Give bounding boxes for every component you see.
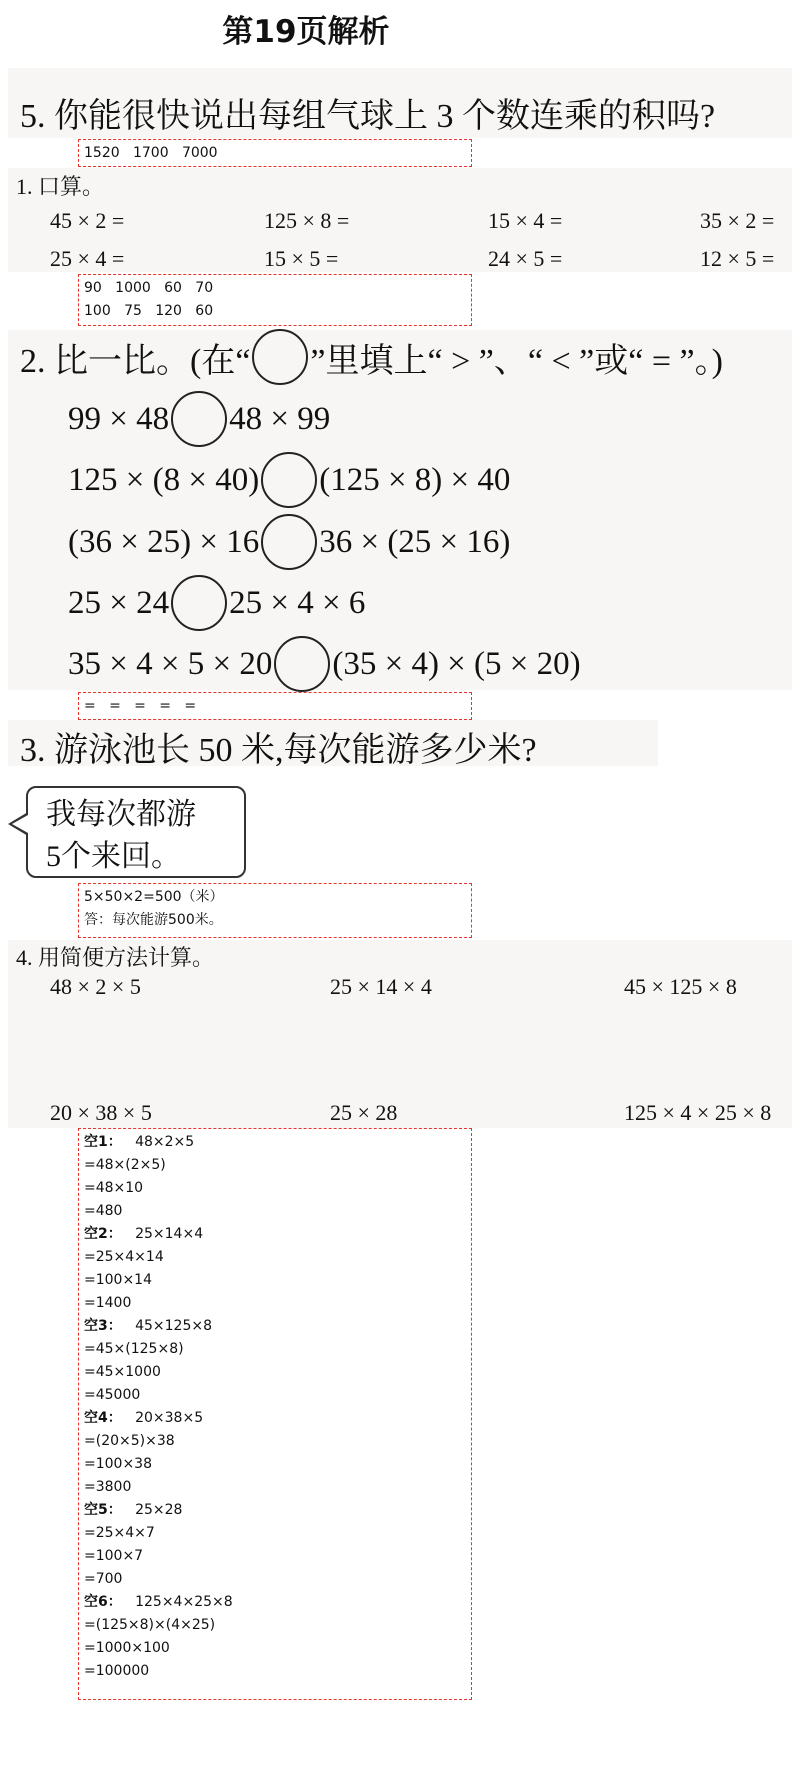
q1-r1-c2: 125 × 8 = [264, 208, 350, 233]
solution-label: 空2： [84, 1226, 122, 1242]
q2-right: 36 × (25 × 16) [319, 523, 511, 560]
answer-circle [261, 514, 317, 570]
q2-left: 99 × 48 [68, 400, 170, 437]
solution-label: 空1： [84, 1134, 122, 1150]
q2-left: 25 × 24 [68, 584, 170, 621]
q4-r1-c2: 25 × 14 × 4 [330, 974, 432, 999]
answer-circle [171, 575, 227, 631]
q2-item [68, 636, 581, 692]
solution-step: =45000 [84, 1387, 141, 1403]
solution-step: =100×38 [84, 1456, 152, 1472]
q2-left: (36 × 25) × 16 [68, 523, 260, 560]
solution-block [84, 1223, 466, 1315]
q3-answer-line: 答：每次能游500米。 [84, 912, 223, 928]
q2-left: 125 × (8 × 40) [68, 461, 260, 498]
solution-expr: 25×14×4 [135, 1226, 204, 1242]
solution-expr: 25×28 [135, 1502, 183, 1518]
q2-right: (35 × 4) × (5 × 20) [332, 645, 581, 682]
q1-r2-c3: 24 × 5 = [488, 246, 563, 271]
solution-step: =45×(125×8) [84, 1341, 184, 1357]
q2-item [68, 452, 510, 508]
solution-label: 空4： [84, 1410, 122, 1426]
bubble-line: 我每次都游 [46, 798, 196, 831]
q1-scan [8, 168, 792, 272]
solution-expr: 125×4×25×8 [135, 1594, 233, 1610]
solution-step: =1400 [84, 1295, 132, 1311]
q1-answer-box [78, 274, 472, 326]
solution-step: =700 [84, 1571, 123, 1587]
q5-question: 5. 你能很快说出每组气球上 3 个数连乘的积吗? [20, 98, 716, 135]
solution-step: =100000 [84, 1663, 150, 1679]
answer-circle [261, 452, 317, 508]
q1-r2-c4: 12 × 5 = [700, 246, 775, 271]
bubble-line: 5个来回。 [46, 840, 181, 873]
solution-step: =48×10 [84, 1180, 144, 1196]
q4-r2-c1: 20 × 38 × 5 [50, 1100, 152, 1125]
bubble-tail-inner [12, 815, 28, 833]
q2-heading [20, 330, 723, 384]
solution-step: =100×7 [84, 1548, 144, 1564]
solution-expr: 48×2×5 [135, 1134, 195, 1150]
q1-r2-c2: 15 × 5 = [264, 246, 339, 271]
solution-block [84, 1407, 466, 1499]
q5-answer: 1520 1700 7000 [84, 145, 218, 161]
q2-right: 48 × 99 [229, 400, 331, 437]
q2-item [68, 391, 330, 447]
speech-bubble [26, 786, 246, 878]
q1-r1-c3: 15 × 4 = [488, 208, 563, 233]
q3-answer-box [78, 883, 472, 938]
q1-r2-c1: 25 × 4 = [50, 246, 125, 271]
page-title: 第19页解析 [222, 14, 390, 50]
solution-block [84, 1591, 466, 1683]
answer-circle [171, 391, 227, 447]
solution-step: =1000×100 [84, 1640, 170, 1656]
q4-label: 4. 用简便方法计算。 [16, 945, 215, 970]
q1-r1-c4: 35 × 2 = [700, 208, 775, 233]
solution-step: =45×1000 [84, 1364, 161, 1380]
q1-label: 1. 口算。 [16, 174, 105, 199]
solution-expr: 45×125×8 [135, 1318, 213, 1334]
solution-step: =3800 [84, 1479, 132, 1495]
q4-r1-c3: 45 × 125 × 8 [624, 974, 737, 999]
q1-answer-line: 90 1000 60 70 [84, 280, 214, 296]
q2-heading-end: ”里填上“ > ”、“ < ”或“ = ”。) [310, 342, 723, 380]
solution-block [84, 1131, 466, 1223]
solution-step: =480 [84, 1203, 123, 1219]
solution-step: =100×14 [84, 1272, 152, 1288]
q2-answer: = = = = = [84, 698, 197, 714]
solution-step: =(20×5)×38 [84, 1433, 175, 1449]
q2-left: 35 × 4 × 5 × 20 [68, 645, 273, 682]
q4-r2-c3: 125 × 4 × 25 × 8 [624, 1100, 772, 1125]
solution-block [84, 1315, 466, 1407]
q3-answer-line: 5×50×2=500（米） [84, 889, 224, 905]
solution-label: 空6： [84, 1594, 122, 1610]
q4-r1-c1: 48 × 2 × 5 [50, 974, 141, 999]
q5-answer-box [78, 139, 472, 167]
q4-solutions-box [78, 1128, 472, 1700]
q2-answer-box [78, 692, 472, 720]
solution-label: 空5： [84, 1502, 122, 1518]
answer-circle [274, 636, 330, 692]
q2-item [68, 514, 510, 570]
solution-block [84, 1499, 466, 1591]
q3-question: 3. 游泳池长 50 米,每次能游多少米? [20, 732, 537, 769]
solution-step: =48×(2×5) [84, 1157, 166, 1173]
q1-r1-c1: 45 × 2 = [50, 208, 125, 233]
q4-r2-c2: 25 × 28 [330, 1100, 398, 1125]
solution-step: =(125×8)×(4×25) [84, 1617, 216, 1633]
q2-item [68, 575, 365, 631]
q1-answer-line: 100 75 120 60 [84, 303, 214, 319]
solution-step: =25×4×14 [84, 1249, 164, 1265]
circle-icon [252, 329, 308, 385]
q2-right: 25 × 4 × 6 [229, 584, 366, 621]
solution-step: =25×4×7 [84, 1525, 155, 1541]
q2-heading-start: 2. 比一比。(在“ [20, 342, 251, 380]
solution-expr: 20×38×5 [135, 1410, 204, 1426]
q2-right: (125 × 8) × 40 [319, 461, 511, 498]
solution-label: 空3： [84, 1318, 122, 1334]
